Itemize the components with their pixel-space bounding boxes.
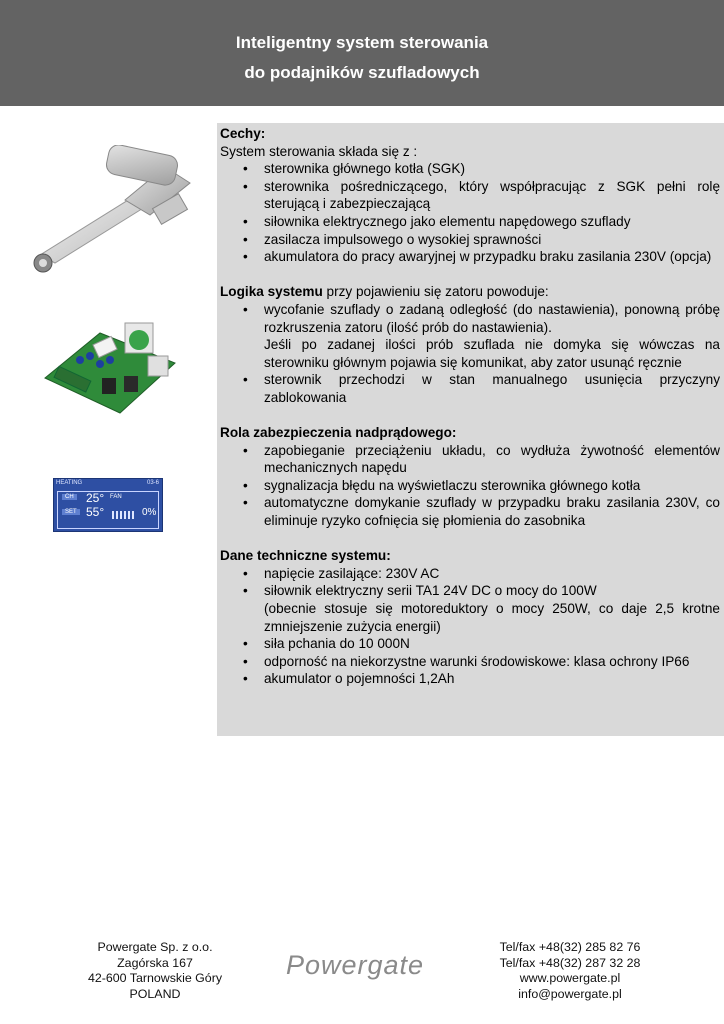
list-item: • napięcie zasilające: 230V AC [220,565,720,583]
footer-tel1: Tel/fax +48(32) 285 82 76 [499,940,641,954]
footer-website-link[interactable]: www.powergate.pl [519,971,621,985]
footer-tel2: Tel/fax +48(32) 287 32 28 [499,955,641,970]
rola-list [220,442,720,530]
footer-street: Zagórska 167 [117,955,193,970]
logika-title: Logika systemu [220,284,323,300]
lcd-mode-label: 03-6 [146,480,159,486]
lcd-display-image [53,478,163,532]
cechy-intro: System sterowania składa się z : [220,143,418,159]
powergate-logo: Powergate [285,950,425,980]
controller-board-image [40,318,180,418]
list-item: • akumulator o pojemności 1,2Ah [220,670,720,688]
lcd-ch-label: CH [62,494,77,500]
lcd-percent: 0% [142,507,157,518]
page-header [0,0,724,106]
list-item: • automatyczne domykanie szuflady w przypadku braku zasilania 230V, co eliminuje ryzyko cofnięcia się płomienia do zasobnika [220,494,720,529]
footer-contact [480,940,660,1002]
list-item: • sterownika głównego kotła (SGK) [220,160,720,178]
list-item: • odporność na niekorzystne warunki środowiskowe: klasa ochrony IP66 [220,653,720,671]
footer-country: POLAND [129,986,181,1001]
list-item: • sygnalizacja błędu na wyświetlaczu sterownika głównego kotła [220,477,720,495]
lcd-fan-bars [112,511,134,519]
list-item: • zapobieganie przeciążeniu układu, co wydłuża żywotność elementów mechanicznych napędu [220,442,720,477]
footer-address [80,940,230,1002]
list-item: • sterownika pośredniczącego, który współpracując z SGK pełni rolę sterującą i zabezpieczającą [220,178,720,213]
header-title-line2: do podajników szufladowych [244,63,480,82]
footer-company: Powergate Sp. z o.o. [97,940,213,954]
footer-email-link[interactable]: info@powergate.pl [518,986,622,1001]
lcd-fan-label: FAN [110,494,122,500]
lcd-set-value: 55° [86,505,105,519]
logika-rest: przy pojawieniu się zatoru powoduje: [322,284,549,300]
content-text [220,125,720,688]
actuator-image [15,145,215,285]
lcd-heating-label: HEATING [56,480,83,486]
list-item: • siła pchania do 10 000N [220,635,720,653]
dane-list [220,565,720,688]
list-item: • siłownika elektrycznego jako elementu napędowego szuflady [220,213,720,231]
list-item: • sterownik przechodzi w stan manualnego usunięcia przyczyny zablokowania [220,371,720,406]
rola-title: Rola zabezpieczenia nadprądowego: [220,425,457,441]
list-item: • wycofanie szuflady o zadaną odległość (do nastawienia), ponowną próbę rozkruszenia zatoru (ilość prób do nastawienia). Jeśli po zadanej ilości prób szuflada nie domyka się wówczas na sterowniku głównym pojawia się komunikat, aby zator usunąć ręcznie [220,301,720,371]
list-item: • siłownik elektryczny serii TA1 24V DC o mocy do 100W (obecnie stosuje się motoreduktory o mocy 250W, co daje 2,5 krotne zmniejszenie zużycia energii) [220,582,720,635]
logika-intro [220,283,720,301]
lcd-set-label: SET [62,509,80,515]
cechy-list [220,160,720,266]
footer-city: 42-600 Tarnowskie Góry [87,971,223,985]
header-title-line1: Inteligentny system sterowania [235,33,489,52]
list-item: • zasilacza impulsowego o wysokiej sprawności [220,231,720,249]
dane-title: Dane techniczne systemu: [220,548,391,564]
list-item: • akumulatora do pracy awaryjnej w przypadku braku zasilania 230V (opcja) [220,248,720,266]
lcd-ch-value: 25° [86,491,105,505]
logika-list [220,301,720,407]
cechy-title: Cechy: [220,126,266,141]
